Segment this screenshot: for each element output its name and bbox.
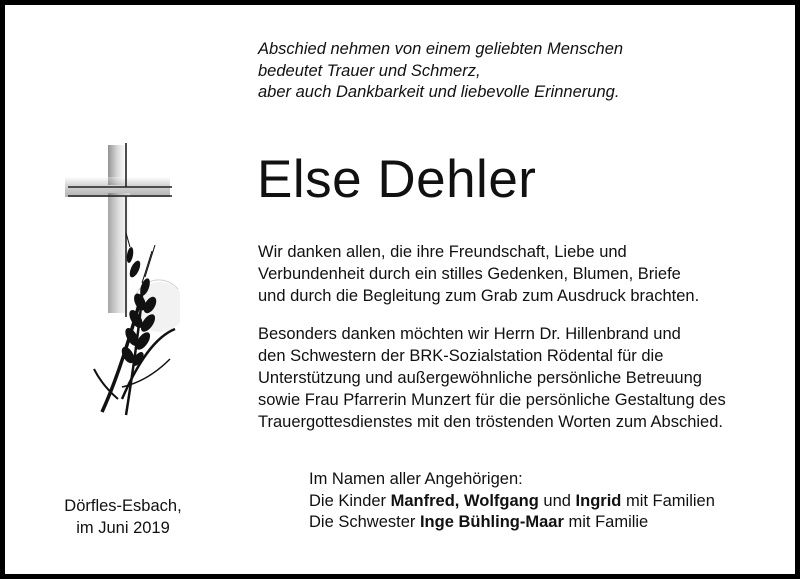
signers-block — [309, 469, 715, 534]
thanks-2-line-1: Besonders danken möchten wir Herrn Dr. Hillenbrand und — [258, 325, 681, 343]
thanks-2-line-4: sowie Frau Pfarrerin Munzert für die persönliche Gestaltung des — [258, 391, 726, 409]
sister-prefix: Die Schwester — [309, 513, 416, 531]
thanks-1-line-2: Verbundenheit durch ein stilles Gedenken, Blumen, Briefe — [258, 265, 681, 283]
children-names-1: Manfred, Wolfgang — [390, 491, 539, 510]
date: im Juni 2019 — [76, 518, 170, 537]
children-suffix: mit Familien — [625, 491, 715, 510]
thanks-2-line-5: Trauergottesdienstes mit den tröstenden Worten zum Abschied. — [258, 413, 723, 431]
children-names-2: Ingrid — [575, 491, 622, 510]
place: Dörfles-Esbach, — [64, 497, 182, 515]
children-and: und — [543, 491, 571, 510]
cross-with-wheat-graphic — [60, 137, 180, 427]
thanks-paragraph-2 — [258, 323, 726, 433]
sister-suffix: mit Familie — [568, 513, 649, 531]
motto-quote — [258, 39, 623, 104]
motto-line-2: bedeutet Trauer und Schmerz, — [258, 61, 481, 80]
thanks-paragraph-1 — [258, 241, 699, 307]
cross-with-wheat-icon — [60, 137, 180, 432]
signers-children-line — [309, 491, 715, 513]
motto-line-1: Abschied nehmen von einem geliebten Menschen — [258, 40, 624, 58]
thanks-2-line-2: den Schwestern der BRK-Sozialstation Rödental für die — [258, 347, 664, 365]
place-and-date — [53, 496, 193, 539]
thanks-1-line-1: Wir danken allen, die ihre Freundschaft, Liebe und — [258, 243, 627, 261]
signers-sister-line — [309, 512, 715, 534]
deceased-name: Else Dehler — [257, 150, 537, 209]
thanks-1-line-3: und durch die Begleitung zum Grab zum Ausdruck brachten. — [258, 287, 700, 305]
thanks-2-line-3: Unterstützung und außergewöhnliche persönliche Betreuung — [258, 369, 702, 387]
signers-intro: Im Namen aller Angehörigen: — [309, 470, 523, 488]
sister-name: Inge Bühling-Maar — [419, 513, 564, 531]
motto-line-3: aber auch Dankbarkeit und liebevolle Erinnerung. — [258, 83, 620, 101]
children-prefix: Die Kinder — [309, 491, 387, 510]
